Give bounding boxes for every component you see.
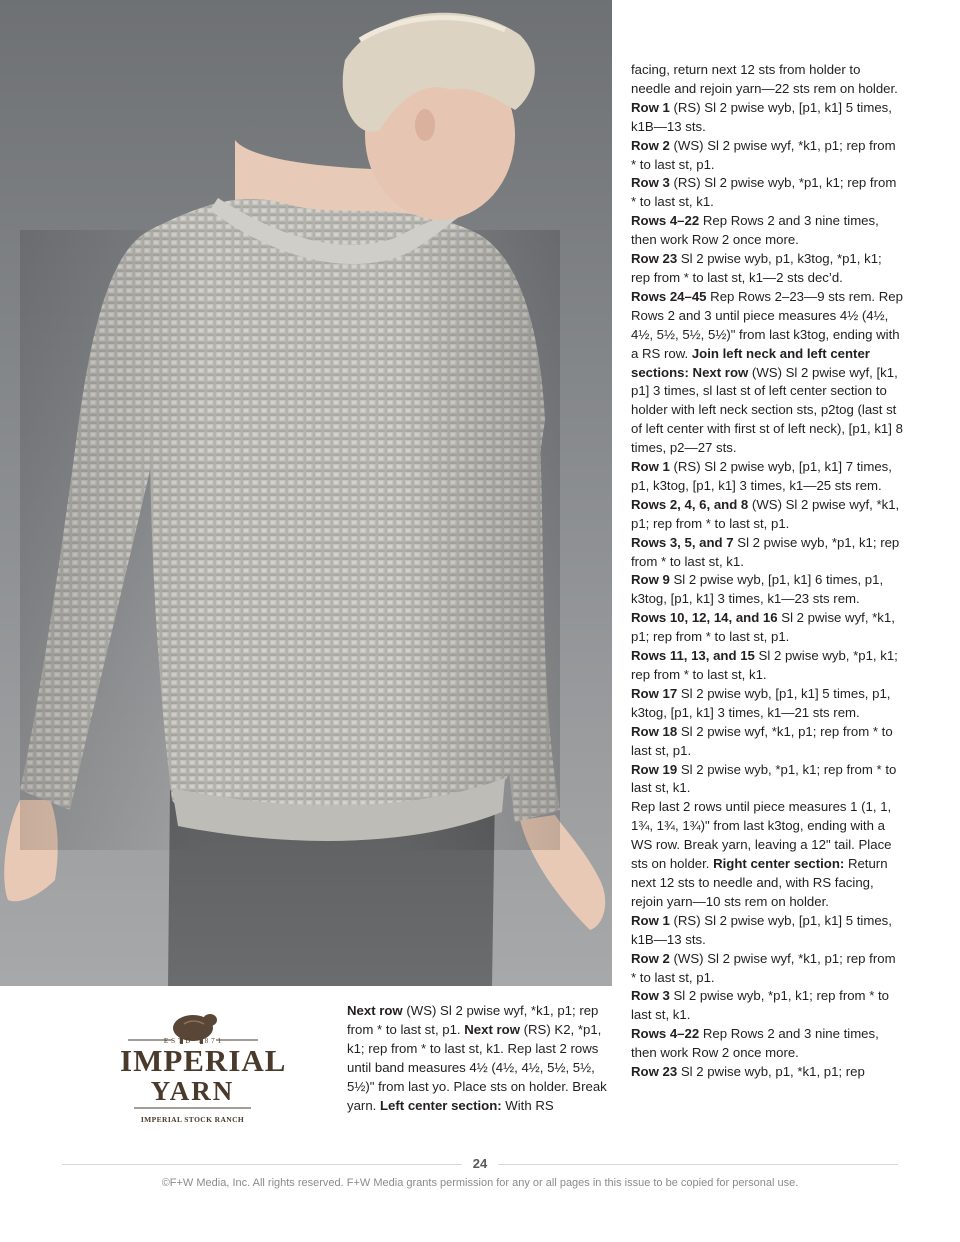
imperial-yarn-logo bbox=[120, 1000, 287, 1128]
instruction-line: Row 2 (WS) Sl 2 pwise wyf, *k1, p1; rep from * to last st, p1. bbox=[631, 950, 896, 985]
instruction-line: Rows 2, 4, 6, and 8 (WS) Sl 2 pwise wyf, *k1, p1; rep from * to last st, p1. bbox=[631, 496, 900, 531]
instruction-line: Row 1 (RS) Sl 2 pwise wyb, [p1, k1] 7 times, p1, k3tog, [p1, k1] 3 times, k1—25 sts rem. bbox=[631, 459, 892, 493]
instruction-line: Rows 4–22 Rep Rows 2 and 3 nine times, then work Row 2 once more. bbox=[631, 213, 879, 248]
instruction-line: Row 23 Sl 2 pwise wyb, p1, k3tog, *p1, k1; rep from * to last st, k1—2 sts dec’d. bbox=[631, 251, 882, 285]
instruction-line: Row 19 Sl 2 pwise wyb, *p1, k1; rep from * to last st, k1. bbox=[631, 761, 897, 796]
instruction-line: Row 2 (WS) Sl 2 pwise wyf, *k1, p1; rep from * to last st, p1. bbox=[631, 137, 896, 172]
copyright-notice: ©F+W Media, Inc. All rights reserved. F+W Media grants permission for any or all pages in this issue to be copied for personal use. bbox=[161, 1177, 799, 1189]
instruction-line: Next row (WS) Sl 2 pwise wyf, *k1, p1; rep from * to last st, p1. Next row (RS) K2, *p1, k1; rep from * to last st, k1. Rep last 2 rows until band measures 4½ (4½, 4½, 5½, 5½, 5½)" from last yo. Place sts on holder. Break yarn. Left center section: With RS bbox=[347, 1003, 607, 1113]
logo-word-yarn: YARN bbox=[150, 1076, 235, 1106]
instruction-line: Rows 24–45 Rep Rows 2–23—9 sts rem. Rep Rows 2 and 3 until piece measures 4½ (4½, 4½, 5½, 5½, 5½)" from last k3tog, ending with a RS row. Join left neck and left center sections: Next row (WS) Sl 2 pwise wyf, [k1, p1] 3 times, sl last st of left center section to holder with left neck section sts, p2tog (last st of left center with first st of left neck), [p1, k1] 8 times, p2—27 sts. bbox=[631, 288, 903, 456]
pattern-instructions-right-column bbox=[631, 61, 903, 1082]
instruction-line: Row 17 Sl 2 pwise wyb, [p1, k1] 5 times, p1, k3tog, [p1, k1] 3 times, k1—21 sts rem. bbox=[631, 685, 891, 720]
instruction-line: Rep last 2 rows until piece measures 1 (1, 1, 1¾, 1¾, 1¾)" from last k3tog, ending with a WS row. Break yarn, leaving a 12" tail. Place sts on holder. Right center section: Return next 12 sts to needle and, with RS facing, rejoin yarn—10 sts rem on holder. bbox=[631, 799, 892, 909]
instruction-line: Row 3 (RS) Sl 2 pwise wyb, *p1, k1; rep from * to last st, k1. bbox=[631, 175, 897, 210]
instruction-line: Rows 4–22 Rep Rows 2 and 3 nine times, then work Row 2 once more. bbox=[631, 1026, 879, 1061]
instruction-line: Row 1 (RS) Sl 2 pwise wyb, [p1, k1] 5 times, k1B—13 sts. bbox=[631, 99, 892, 134]
logo-established: ESTD 1871 bbox=[163, 1037, 225, 1045]
instruction-line: Row 23 Sl 2 pwise wyb, p1, *k1, p1; rep bbox=[631, 1064, 865, 1080]
logo-tagline: IMPERIAL STOCK RANCH bbox=[140, 1115, 245, 1124]
pattern-instructions-middle-column bbox=[347, 1002, 613, 1115]
instruction-line: Row 9 Sl 2 pwise wyb, [p1, k1] 6 times, p1, k3tog, [p1, k1] 3 times, k1—23 sts rem. bbox=[631, 572, 884, 607]
instruction-line: Row 18 Sl 2 pwise wyf, *k1, p1; rep from * to last st, p1. bbox=[631, 723, 893, 758]
logo-word-imperial: IMPERIAL bbox=[120, 1043, 287, 1078]
instruction-line: Row 3 Sl 2 pwise wyb, *p1, k1; rep from * to last st, k1. bbox=[631, 988, 889, 1023]
instruction-line: Rows 10, 12, 14, and 16 Sl 2 pwise wyf, *k1, p1; rep from * to last st, p1. bbox=[631, 610, 895, 645]
page-number: 24 bbox=[472, 1156, 488, 1171]
instruction-line: Rows 3, 5, and 7 Sl 2 pwise wyb, *p1, k1; rep from * to last st, k1. bbox=[631, 534, 900, 569]
instruction-line: Row 1 (RS) Sl 2 pwise wyb, [p1, k1] 5 times, k1B—13 sts. bbox=[631, 912, 892, 947]
instruction-line: facing, return next 12 sts from holder to needle and rejoin yarn—22 sts rem on holder. bbox=[631, 62, 898, 96]
instruction-line: Rows 11, 13, and 15 Sl 2 pwise wyb, *p1, k1; rep from * to last st, k1. bbox=[631, 648, 898, 682]
